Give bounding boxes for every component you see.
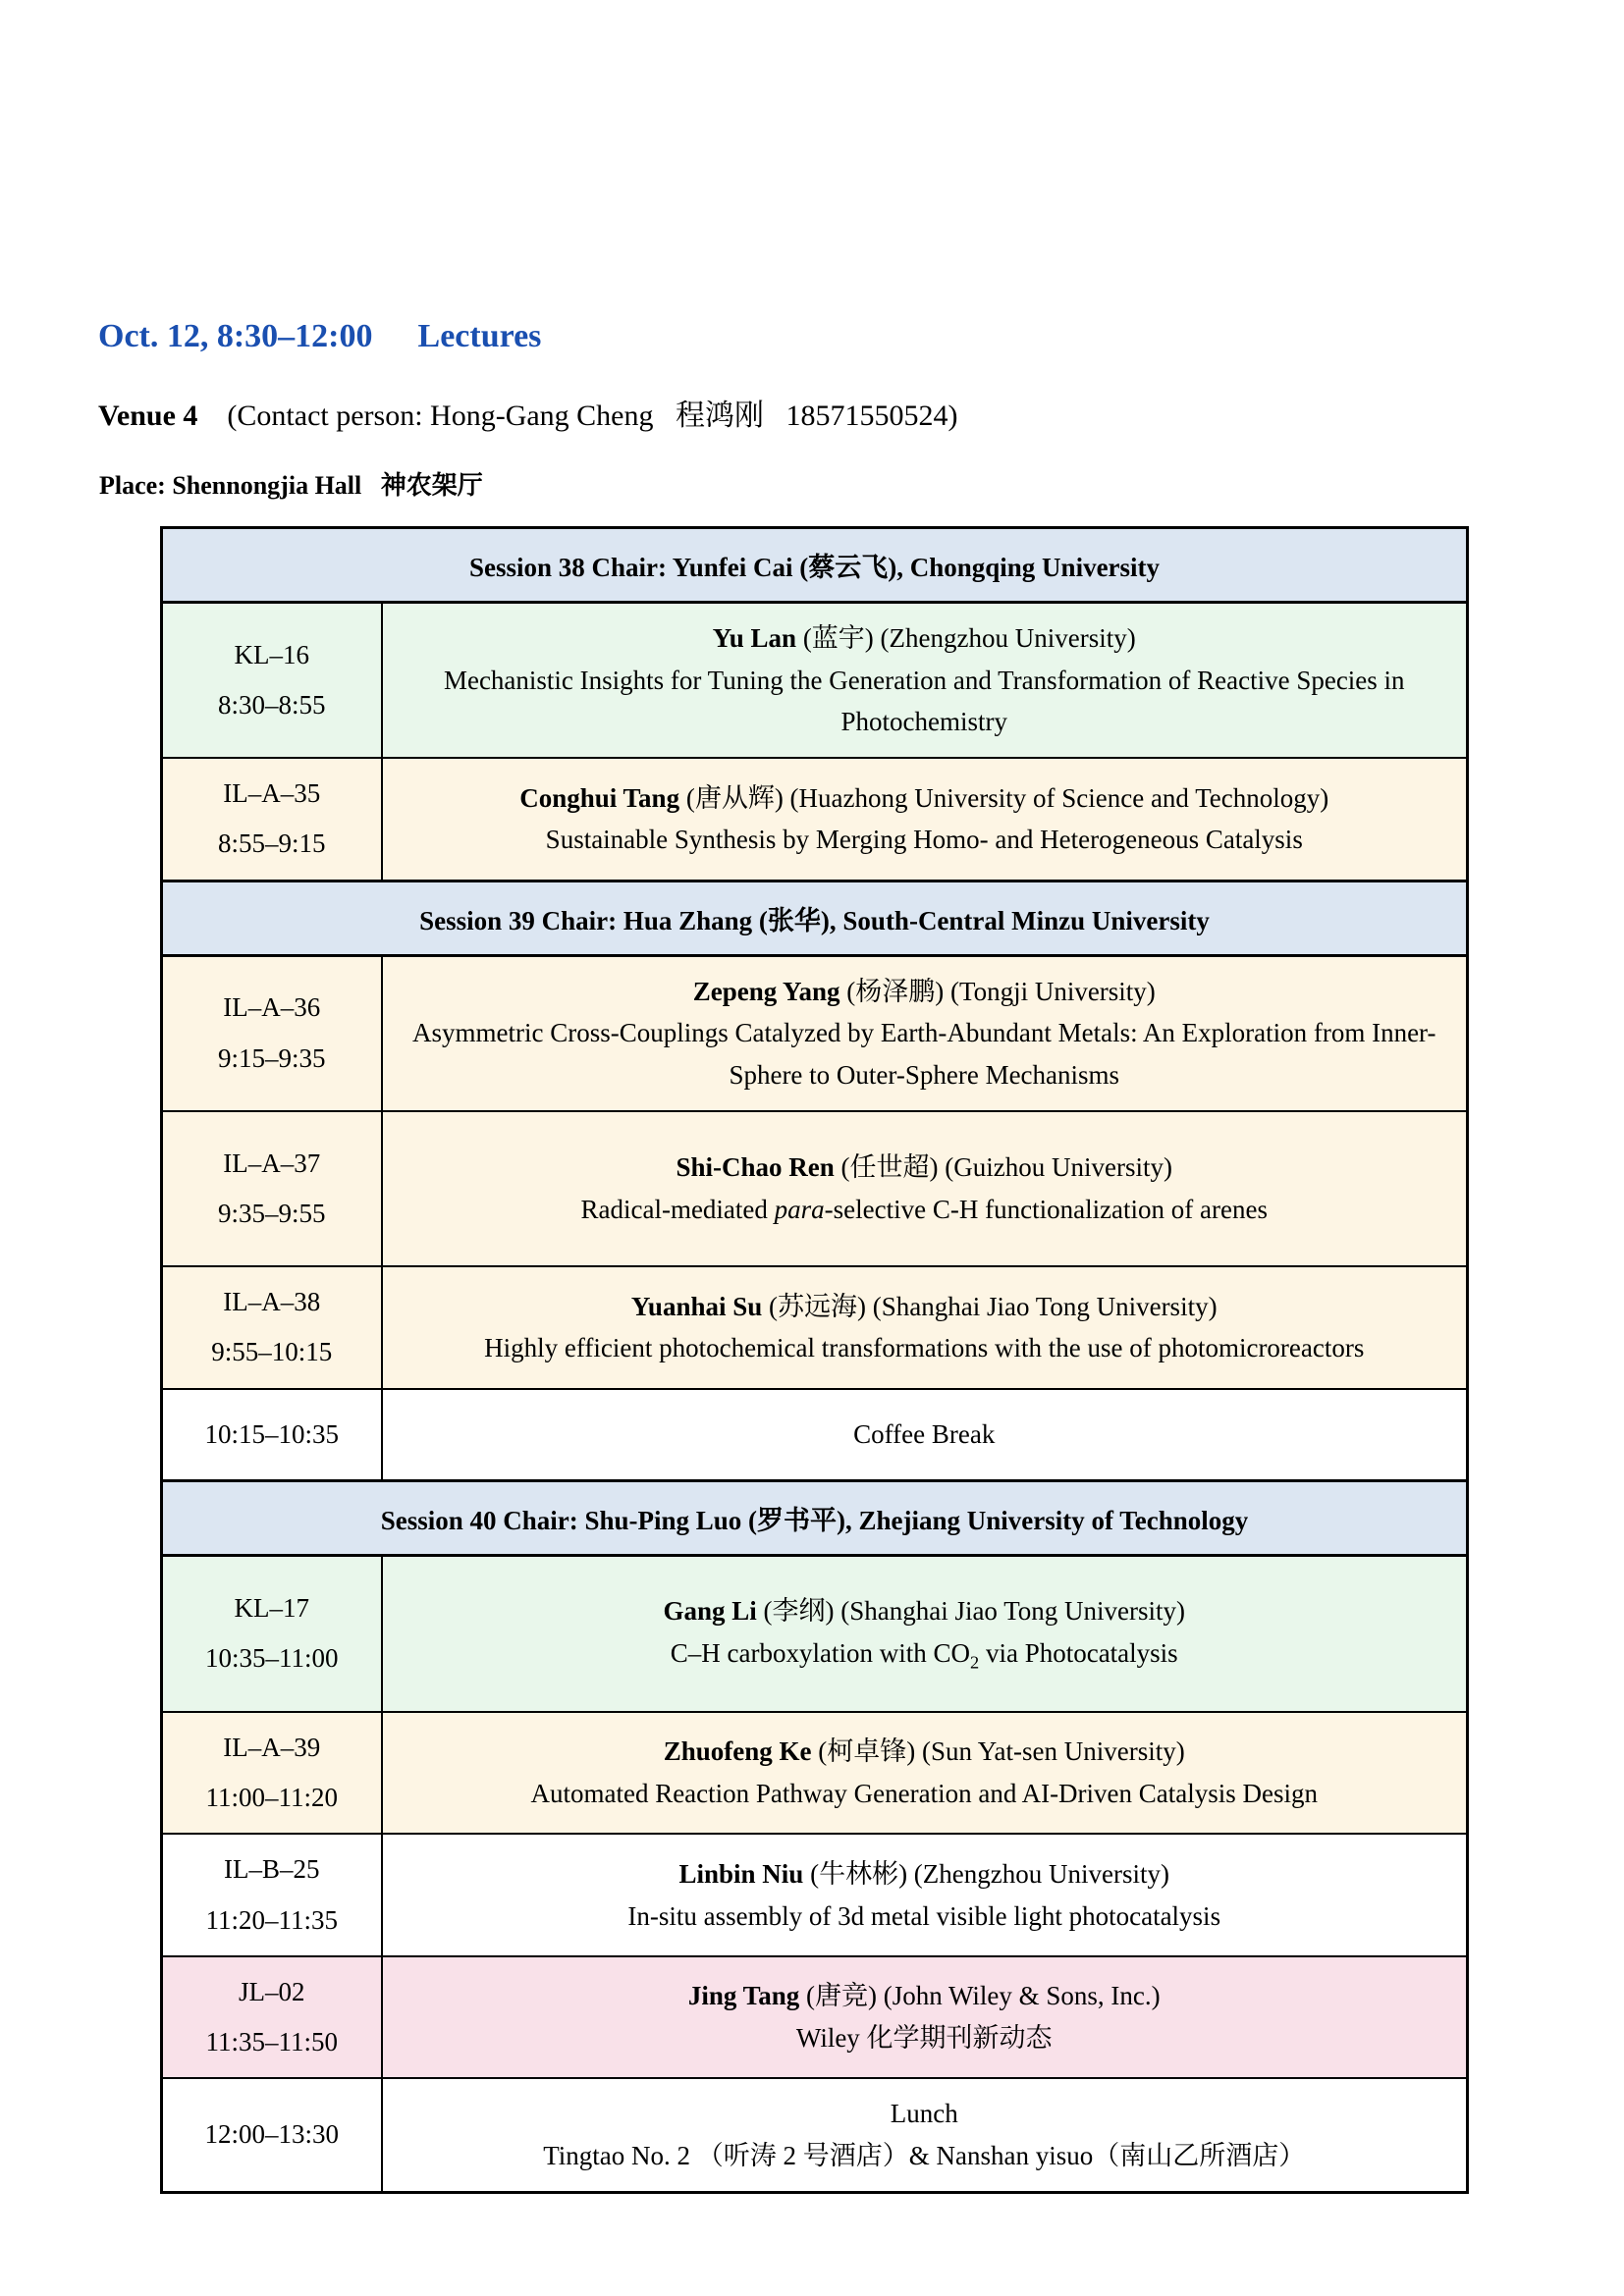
talk-id-time-cell — [162, 1266, 382, 1389]
talk-title-segment: -selective C-H functionalization of arenes — [824, 1194, 1268, 1224]
lunch-label: Lunch — [890, 2099, 958, 2129]
talk-id: IL–A–35 — [223, 777, 321, 808]
talk-title: Wiley 化学期刊新动态 — [795, 2023, 1053, 2054]
talk-cell — [382, 1834, 1468, 1956]
venue-label: Venue 4 — [98, 400, 198, 432]
talk-time: 9:35–9:55 — [217, 1198, 326, 1228]
talk-cell — [382, 1111, 1468, 1267]
talk-row — [162, 1266, 1468, 1389]
talk-id: KL–16 — [234, 639, 309, 669]
lunch-cell — [382, 2078, 1468, 2192]
talk-id-time-cell — [162, 1712, 382, 1835]
break-row — [162, 1389, 1468, 1481]
speaker-name: Conghui Tang — [519, 782, 680, 813]
talk-title-segment: Radical-mediated — [580, 1194, 775, 1224]
speaker-line — [405, 1731, 1445, 1773]
lunch-row — [162, 2078, 1468, 2192]
speaker-line — [405, 1853, 1445, 1896]
talk-cell — [382, 603, 1468, 758]
page-title — [98, 318, 541, 355]
talk-cell — [382, 1556, 1468, 1712]
talk-row — [162, 955, 1468, 1110]
talk-title: Asymmetric Cross-Couplings Catalyzed by Earth-Abundant Metals: An Exploration from Inner-Sphere to Outer-Sphere Mechanisms — [411, 1018, 1436, 1090]
talk-id: IL–A–38 — [223, 1287, 321, 1317]
speaker-line — [405, 777, 1445, 820]
speaker-name: Gang Li — [663, 1596, 757, 1627]
talk-cell — [382, 955, 1468, 1110]
talk-id: IL–B–25 — [224, 1854, 320, 1885]
talk-row — [162, 758, 1468, 881]
lunch-time-cell: 12:00–13:30 — [162, 2078, 382, 2192]
talk-id-time-cell — [162, 1556, 382, 1712]
place-line: Place: Shennongjia Hall 神农架厅 — [99, 471, 483, 500]
talk-title: Automated Reaction Pathway Generation and AI-Driven Catalysis Design — [530, 1778, 1319, 1808]
speaker-affiliation: (蓝宇) (Zhengzhou University) — [796, 623, 1136, 653]
talk-id-time-cell — [162, 603, 382, 758]
talk-cell — [382, 1266, 1468, 1389]
speaker-affiliation: (唐竞) (John Wiley & Sons, Inc.) — [799, 1981, 1161, 2011]
session-header-row — [162, 528, 1468, 603]
session-header-row — [162, 1481, 1468, 1556]
talk-time: 9:55–10:15 — [211, 1337, 333, 1367]
talk-title-italic: para — [774, 1194, 825, 1224]
speaker-name: Jing Tang — [687, 1981, 800, 2011]
speaker-affiliation: (苏远海) (Shanghai Jiao Tong University) — [762, 1291, 1218, 1321]
speaker-affiliation: (唐从辉) (Huazhong University of Science and Technology) — [679, 782, 1329, 813]
talk-id: IL–A–37 — [223, 1148, 321, 1178]
talk-title: Sustainable Synthesis by Merging Homo- and Heterogeneous Catalysis — [545, 825, 1303, 855]
lunch-location: Tingtao No. 2 （听涛 2 号酒店）& Nanshan yisuo（南山乙所酒店） — [543, 2141, 1306, 2171]
talk-time: 9:15–9:35 — [217, 1042, 326, 1073]
speaker-name: Yuanhai Su — [630, 1291, 763, 1321]
session-header: Session 40 Chair: Shu-Ping Luo (罗书平), Zhejiang University of Technology — [162, 1481, 1468, 1556]
speaker-name: Zepeng Yang — [692, 976, 840, 1006]
speaker-affiliation: (柯卓锋) (Sun Yat-sen University) — [811, 1736, 1185, 1767]
speaker-affiliation: (牛林彬) (Zhengzhou University) — [803, 1858, 1169, 1889]
speaker-name: Shi-Chao Ren — [676, 1152, 835, 1183]
talk-row — [162, 1556, 1468, 1712]
talk-id: KL–17 — [234, 1593, 309, 1624]
talk-id: JL–02 — [239, 1976, 305, 2006]
talk-row — [162, 1111, 1468, 1267]
talk-time: 11:20–11:35 — [205, 1904, 338, 1935]
talk-id-time-cell — [162, 955, 382, 1110]
venue-contact: (Contact person: Hong-Gang Cheng 程鸿刚 18571550524) — [227, 400, 958, 432]
talk-time: 11:35–11:50 — [205, 2027, 338, 2057]
page-title-type: Lectures — [417, 318, 542, 354]
speaker-line — [405, 1147, 1445, 1189]
speaker-affiliation: (杨泽鹏) (Tongji University) — [839, 976, 1156, 1006]
talk-time: 8:55–9:15 — [217, 828, 326, 859]
speaker-line — [405, 617, 1445, 660]
talk-id-time-cell — [162, 1834, 382, 1956]
talk-time: 8:30–8:55 — [217, 689, 326, 720]
speaker-line — [405, 1286, 1445, 1328]
speaker-line — [405, 1975, 1445, 2017]
talk-time: 11:00–11:20 — [205, 1782, 338, 1812]
talk-row — [162, 603, 1468, 758]
session-header: Session 39 Chair: Hua Zhang (张华), South-Central Minzu University — [162, 881, 1468, 955]
talk-id: IL–A–36 — [223, 992, 321, 1023]
speaker-affiliation: (任世超) (Guizhou University) — [834, 1152, 1172, 1183]
talk-title: Mechanistic Insights for Tuning the Generation and Transformation of Reactive Species in Photochemistry — [443, 665, 1405, 737]
talk-time: 10:35–11:00 — [204, 1643, 339, 1674]
talk-id-time-cell — [162, 758, 382, 881]
talk-title-subscript: 2 — [970, 1652, 980, 1673]
talk-title: Highly efficient photochemical transformations with the use of photomicroreactors — [484, 1333, 1365, 1363]
session-header: Session 38 Chair: Yunfei Cai (蔡云飞), Chongqing University — [162, 528, 1468, 603]
talk-title-segment: C–H carboxylation with CO — [670, 1637, 971, 1668]
talk-title — [405, 1189, 1445, 1231]
page-title-datetime: Oct. 12, 8:30–12:00 — [98, 318, 373, 354]
talk-title: In-situ assembly of 3d metal visible light photocatalysis — [627, 1900, 1221, 1931]
speaker-affiliation: (李纲) (Shanghai Jiao Tong University) — [756, 1596, 1186, 1627]
talk-title-segment: via Photocatalysis — [979, 1637, 1178, 1668]
talk-id-time-cell — [162, 1111, 382, 1267]
talk-row — [162, 1712, 1468, 1835]
talk-cell — [382, 1712, 1468, 1835]
break-label-cell: Coffee Break — [382, 1389, 1468, 1481]
session-header-row — [162, 881, 1468, 955]
venue-line — [98, 391, 958, 434]
talk-id-time-cell — [162, 1956, 382, 2079]
talk-cell — [382, 1956, 1468, 2079]
schedule-table — [160, 526, 1469, 2194]
talk-cell — [382, 758, 1468, 881]
speaker-name: Zhuofeng Ke — [663, 1736, 812, 1767]
talk-id: IL–A–39 — [223, 1732, 321, 1762]
speaker-name: Yu Lan — [712, 623, 797, 653]
talk-row — [162, 1834, 1468, 1956]
speaker-line — [405, 1590, 1445, 1632]
break-time-cell: 10:15–10:35 — [162, 1389, 382, 1481]
speaker-line — [405, 971, 1445, 1013]
talk-row — [162, 1956, 1468, 2079]
talk-title — [405, 1632, 1445, 1677]
speaker-name: Linbin Niu — [678, 1858, 804, 1889]
